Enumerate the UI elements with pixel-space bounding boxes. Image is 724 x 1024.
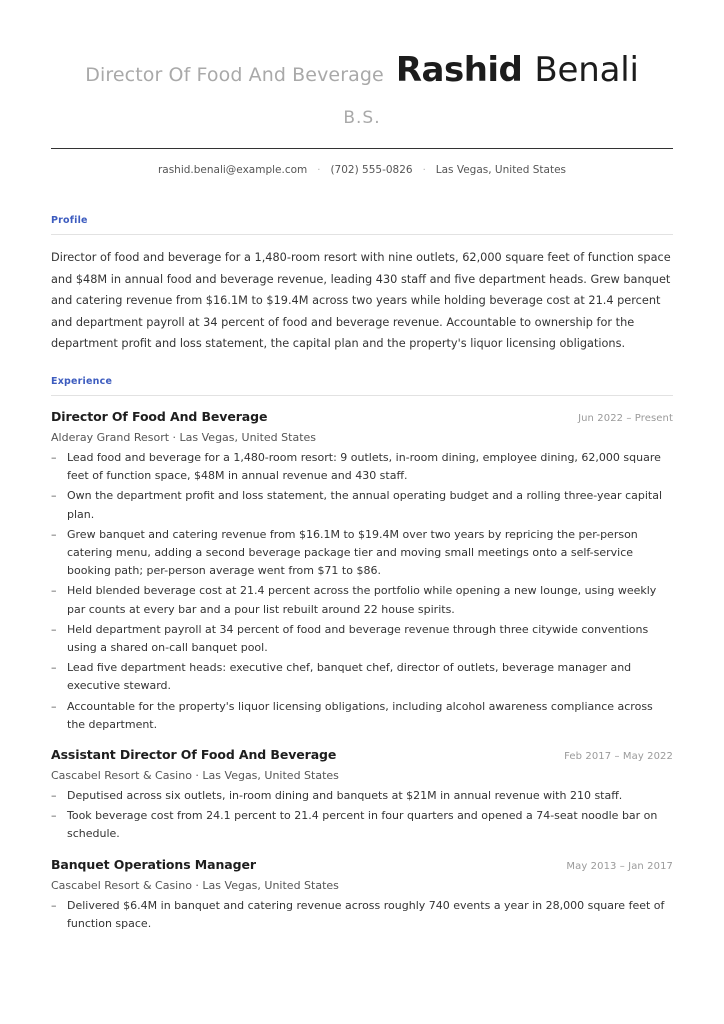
profile-section: [51, 215, 673, 355]
contact-location: Las Vegas, United States: [435, 164, 567, 176]
contact-separator: ·: [422, 164, 426, 176]
job-bullets: [51, 449, 673, 734]
job-dates: Jun 2022 – Present: [578, 412, 673, 424]
job-company: Cascabel Resort & Casino · Las Vegas, United States: [51, 878, 339, 892]
bullet-item: – Lead five department heads: executive chef, banquet chef, director of outlets, beverage manager and executive steward.: [51, 659, 673, 695]
contact-phone[interactable]: (702) 555-0826: [330, 164, 413, 176]
last-name: Benali: [534, 50, 639, 90]
bullet-item: – Grew banquet and catering revenue from $16.1M to $19.4M over two years by repricing the per-person catering menu, adding a second beverage package tier and moving small meetings onto a self-service booking path; per-person average went from $71 to $86.: [51, 526, 673, 581]
job-header: [51, 409, 673, 424]
credential: B.S.: [343, 108, 381, 128]
bullet-item: – Held department payroll at 34 percent of food and beverage revenue through three citywide conventions using a shared on-call banquet pool.: [51, 621, 673, 657]
job-header: [51, 857, 673, 872]
bullet-item: – Delivered $6.4M in banquet and catering revenue across roughly 740 events a year in 28,000 square feet of function space.: [51, 897, 673, 933]
job-role: Director Of Food And Beverage: [51, 408, 268, 424]
contact-email[interactable]: rashid.benali@example.com: [157, 164, 308, 176]
bullet-item: – Deputised across six outlets, in-room dining and banquets at $21M in annual revenue with 210 staff.: [51, 787, 673, 805]
profile-heading: Profile: [51, 215, 88, 226]
job-bullets: [51, 787, 673, 844]
section-divider: [51, 234, 673, 235]
job-header: [51, 747, 673, 762]
bullet-item: – Lead food and beverage for a 1,480-room resort: 9 outlets, in-room dining, employee dining, 62,000 square feet of function space, $48M in annual revenue and 430 staff.: [51, 449, 673, 485]
job-entry: [51, 409, 673, 734]
contact-separator: ·: [317, 164, 321, 176]
job-entry: [51, 857, 673, 933]
job-company: Alderay Grand Resort · Las Vegas, United States: [51, 430, 317, 444]
bullet-item: – Accountable for the property's liquor licensing obligations, including alcohol awareness compliance across the department.: [51, 698, 673, 734]
job-dates: Feb 2017 – May 2022: [564, 751, 673, 763]
contact-line: [51, 164, 673, 176]
header-divider: [51, 148, 673, 149]
job-role: Assistant Director Of Food And Beverage: [51, 747, 337, 763]
bullet-item: – Own the department profit and loss statement, the annual operating budget and a rolling three-year capital plan.: [51, 487, 673, 523]
profile-text: Director of food and beverage for a 1,480-room resort with nine outlets, 62,000 square feet of function space and $48M in annual food and beverage revenue, leading 430 staff and five department heads. Grew banquet and catering revenue from $16.1M to $19.4M across two years while holding beverage cost at 21.4 percent and department payroll at 34 percent of food and beverage revenue. Accountable to ownership for the department profit and loss statement, the capital plan and the property's liquor licensing obligations.: [51, 251, 671, 351]
job-title: Director Of Food And Beverage: [85, 64, 384, 86]
bullet-item: – Held blended beverage cost at 21.4 percent across the portfolio while opening a new lounge, using weekly par counts at every bar and a pour list rebuilt around 22 house spirits.: [51, 582, 673, 618]
job-company: Cascabel Resort & Casino · Las Vegas, United States: [51, 769, 339, 783]
experience-heading: Experience: [51, 375, 113, 387]
job-role: Banquet Operations Manager: [51, 856, 256, 872]
job-dates: May 2013 – Jan 2017: [566, 860, 673, 872]
experience-section: [51, 376, 673, 933]
resume-header: [51, 0, 673, 128]
name-title-line: [51, 50, 673, 90]
first-name: Rashid: [395, 50, 523, 90]
bullet-item: – Took beverage cost from 24.1 percent to 21.4 percent in four quarters and opened a 74-seat noodle bar on schedule.: [51, 807, 673, 843]
job-bullets: [51, 897, 673, 933]
job-entry: [51, 747, 673, 844]
section-divider: [51, 395, 673, 396]
